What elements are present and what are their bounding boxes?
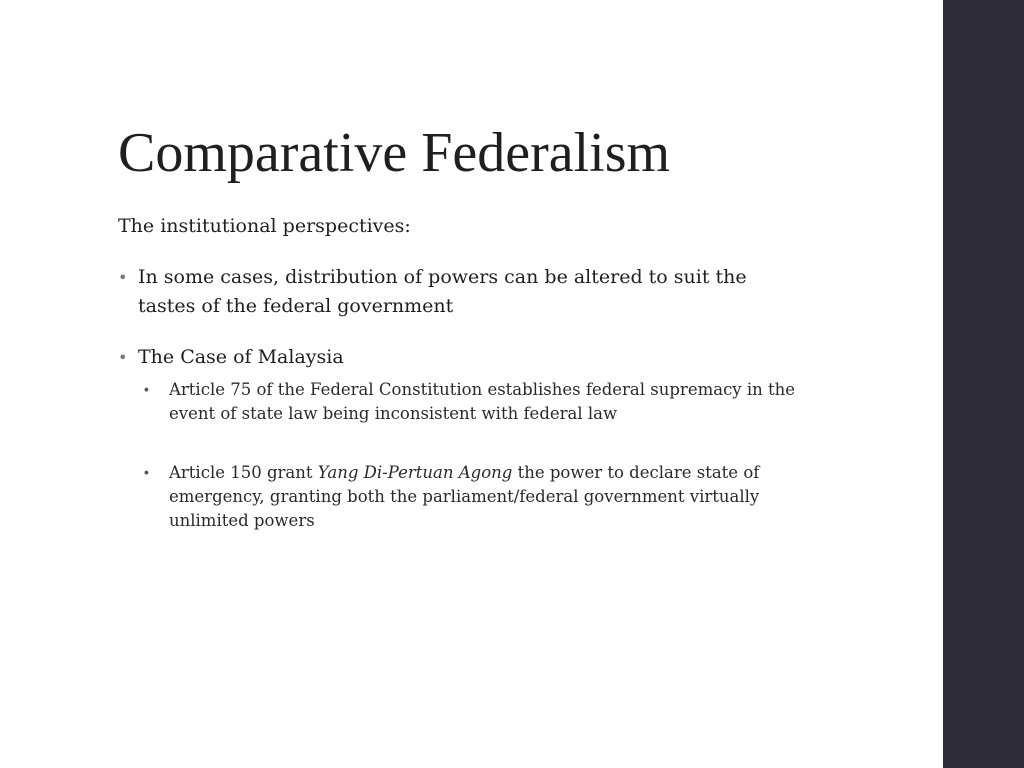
sub-bullet-text-end: the power to declare state of emergency, granting both the parliament/federal government virtually unlimited powers bbox=[169, 463, 760, 530]
sub-bullet-item bbox=[143, 378, 808, 426]
bullet-marker: • bbox=[118, 348, 128, 367]
bullet-text: In some cases, distribution of powers can be altered to suit the tastes of the federal government bbox=[138, 266, 747, 317]
side-bar bbox=[943, 0, 1024, 768]
bullet-marker: • bbox=[118, 268, 128, 287]
sub-bullet-text-start: Article 150 grant bbox=[169, 463, 318, 482]
bullet-item bbox=[118, 343, 808, 372]
intro-text: The institutional perspectives: bbox=[118, 215, 411, 237]
sub-bullet-text bbox=[169, 461, 808, 533]
sub-bullet-text-italic: Yang Di-Pertuan Agong bbox=[317, 463, 513, 482]
sub-bullet-marker: ∙ bbox=[143, 465, 150, 481]
bullet-text: The Case of Malaysia bbox=[138, 346, 344, 368]
bullet-item bbox=[118, 263, 808, 321]
sub-bullet-text: Article 75 of the Federal Constitution establishes federal supremacy in the event of state law being inconsistent with federal law bbox=[169, 380, 796, 423]
slide-title: Comparative Federalism bbox=[118, 122, 671, 184]
sub-bullet-item bbox=[143, 461, 808, 533]
sub-bullet-marker: ∙ bbox=[143, 382, 150, 398]
